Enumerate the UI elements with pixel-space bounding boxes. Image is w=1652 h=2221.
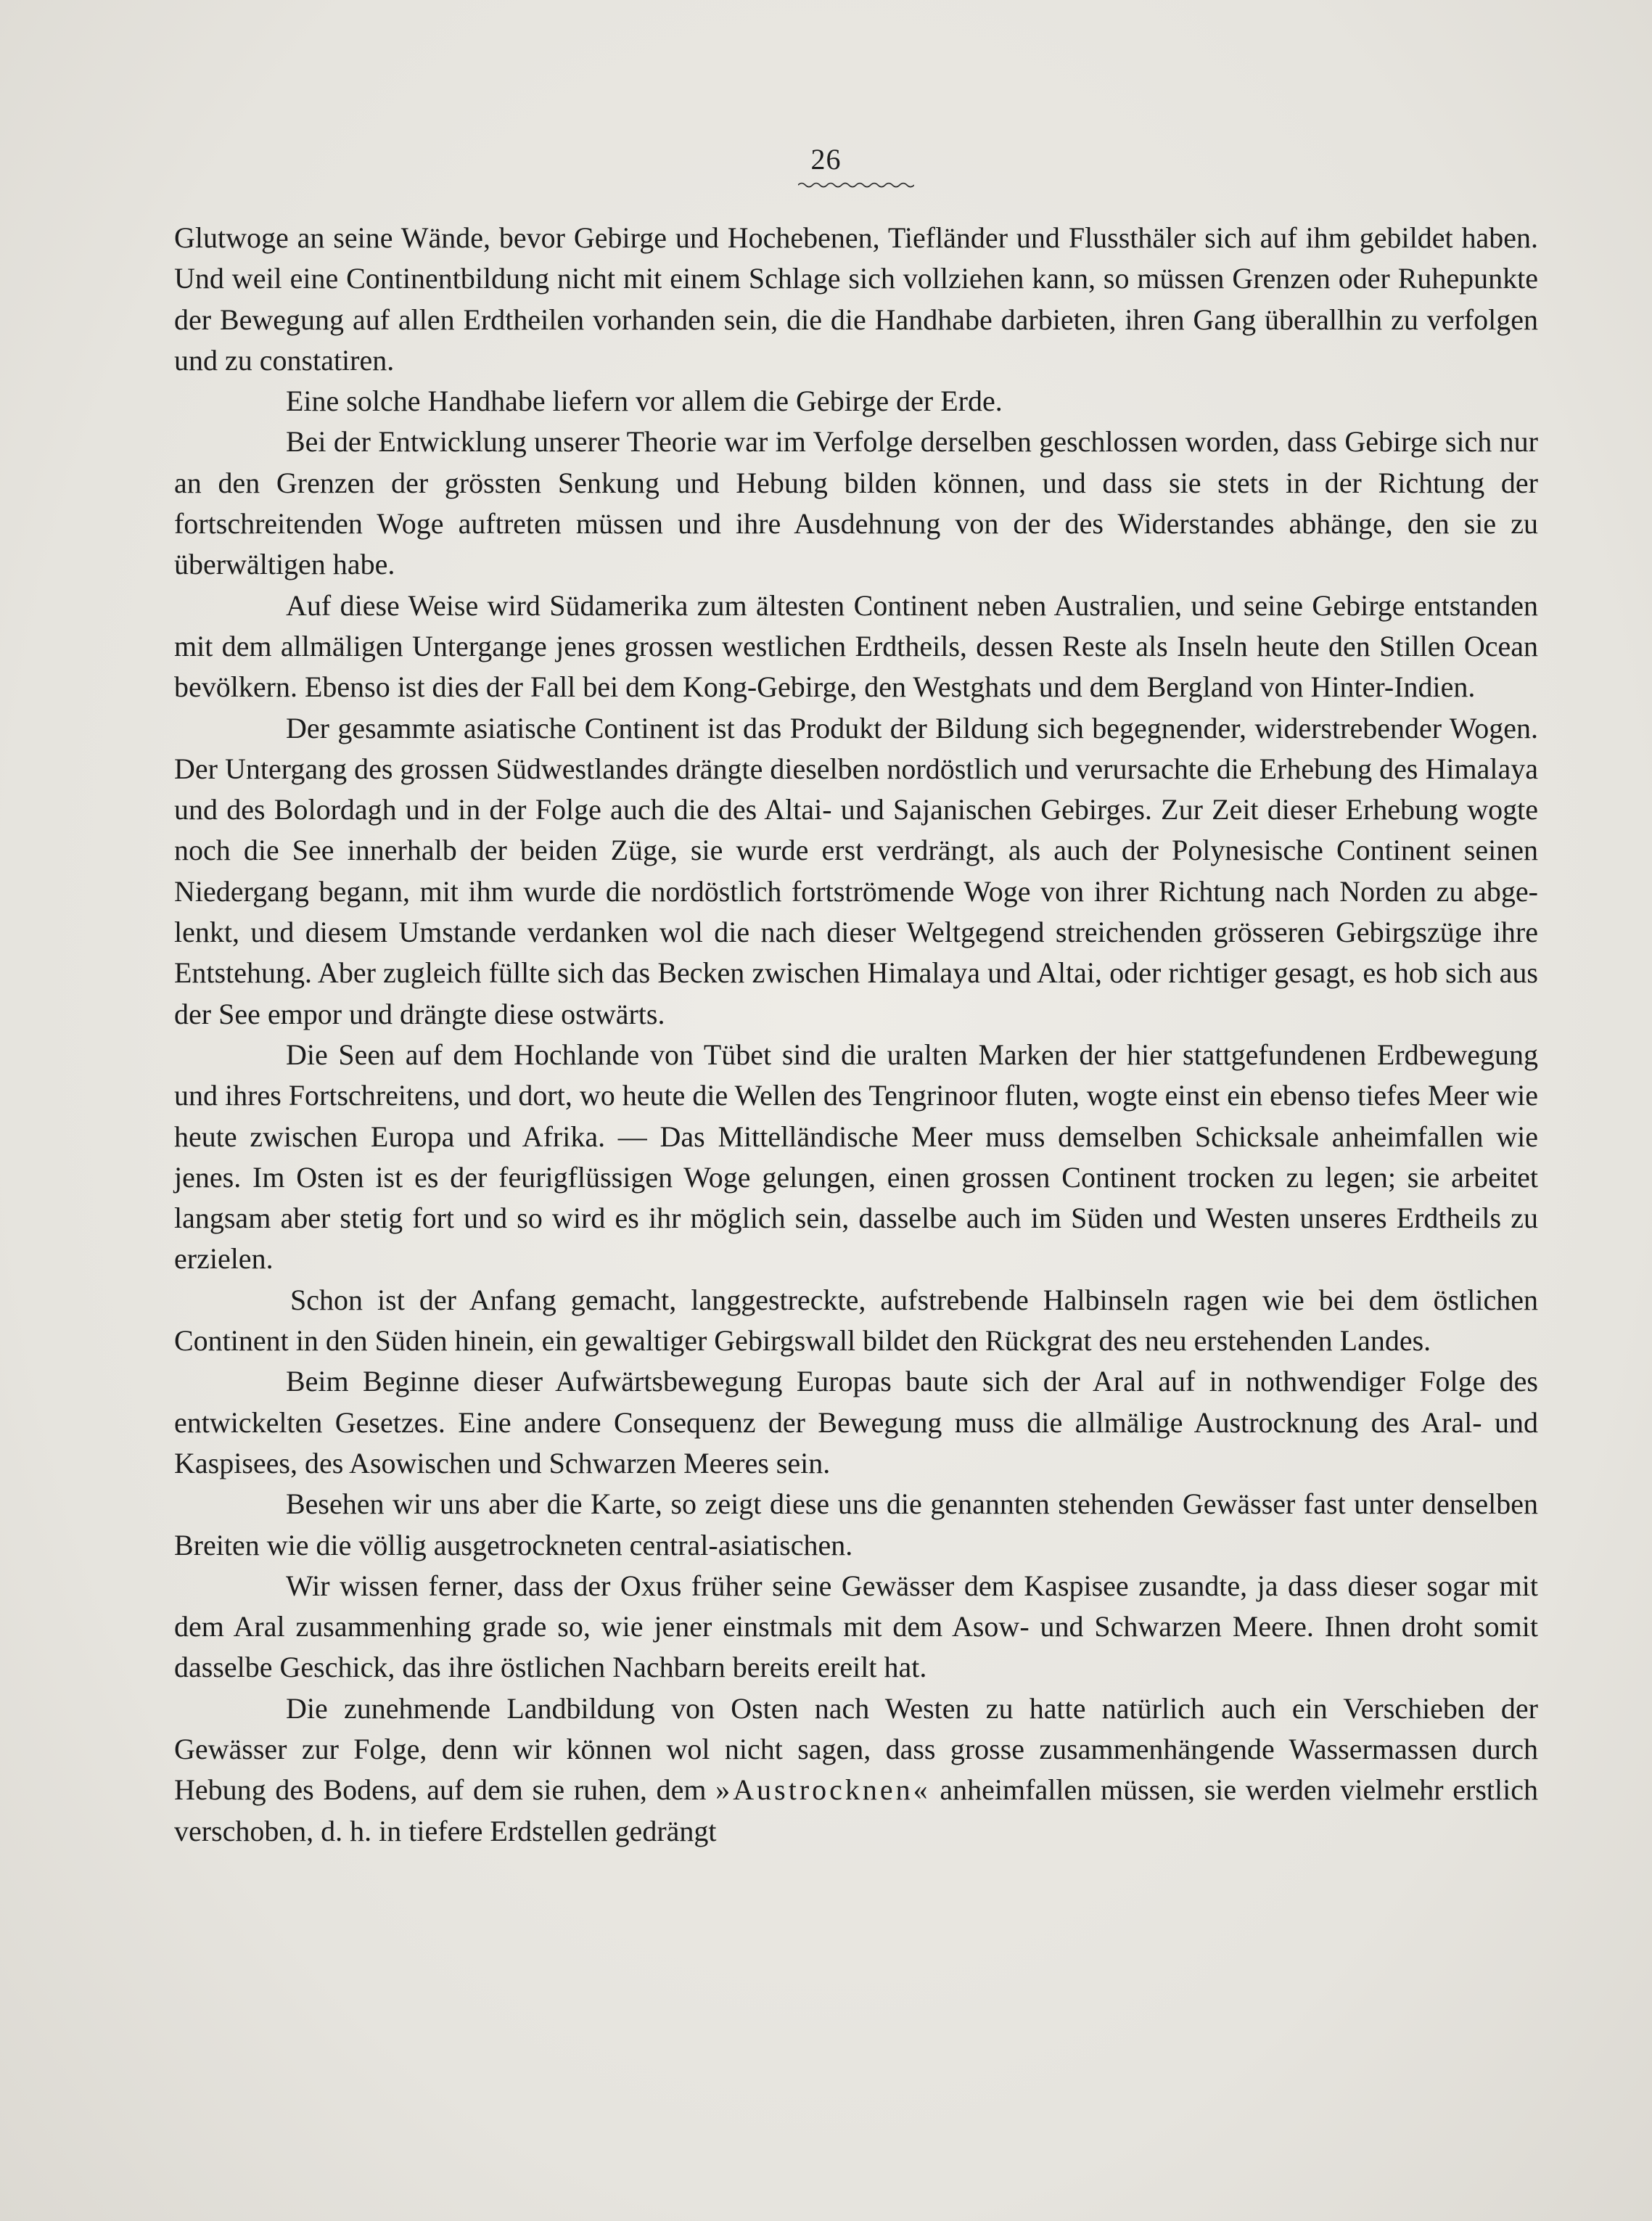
paragraph: Bei der Entwicklung unserer Theorie war im Verfolge derselben geschlossen worden, dass Gebirge sich nur an den Grenzen der grössten Senkung und Hebung bilden können, und dass sie stets in der Richtung der fortschreitenden Woge auftreten müssen und ihre Ausdehnung von der des Widerstandes abhänge, den sie zu überwältigen habe. xyxy=(174,425,1538,581)
paragraph-last xyxy=(174,1688,1538,1852)
page-number-ornament xyxy=(798,181,914,189)
paragraph-last-text: Die zunehmende Landbildung von Osten nach Westen zu hatte natürlich auch ein Verschieben der Gewässer zur Folge, denn wir können wol nicht sagen, dass grosse zusammenhängende Wassermassen durch Hebung des Bodens, auf dem sie ruhen, dem xyxy=(174,1691,1538,1807)
paragraph: Auf diese Weise wird Südamerika zum ältesten Continent neben Australien, und seine Gebirge entstanden mit dem allmäligen Untergange jenes grossen westlichen Erdtheils, dessen Reste als Inseln heute den Stillen Ocean bevölkern. Ebenso ist dies der Fall bei dem Kong-Gebirge, den Westghats und dem Bergland von Hinter-Indien. xyxy=(174,588,1538,704)
paragraph: Eine solche Handhabe liefern vor allem die Gebirge der Erde. xyxy=(286,385,1003,418)
paragraph: Besehen wir uns aber die Karte, so zeigt diese uns die genannten stehenden Gewässer fast unter denselben Breiten wie die völlig ausgetrockneten central-asiatischen. xyxy=(174,1487,1538,1561)
body-text xyxy=(174,218,1538,1852)
paragraph: Beim Beginne dieser Aufwärtsbewegung Europas baute sich der Aral auf in nothwendiger Folge des entwickelten Gesetzes. Eine andere Consequenz der Bewegung muss die allmälige Austrocknung des Aral- und Kaspisees, des Asowischen und Schwarzen Meeres sein. xyxy=(174,1365,1538,1479)
page-number: 26 xyxy=(810,143,842,176)
emphasized-word: »Austrocknen« xyxy=(715,1773,931,1807)
paragraph-last-tail: anheimfallen müssen, sie werden vielmehr erstlich verschoben, d. h. in tiefere Erdstellen gedrängt xyxy=(174,1773,1538,1847)
paragraph: Der gesammte asiatische Continent ist das Produkt der Bildung sich begegnender, widerstrebender Wogen. Der Untergang des grossen Südwestlandes drängte dieselben nordöstlich und verursachte die Erhebung des Himalaya und des Bolordagh und in der Folge auch die des Altai- und Sajanischen Gebirges. Zur Zeit dieser Erhebung wogte noch die See innerhalb der beiden Züge, sie wurde erst verdrängt, als auch der Polynesische Continent seinen Niedergang begann, mit ihm wurde die nordöstlich fortströmende Woge von ihrer Richtung nach Norden zu abgelenkt, und diesem Umstande verdanken wol die nach dieser Weltgegend streichenden grösseren Gebirgszüge ihre Entstehung. Aber zugleich füllte sich das Becken zwischen Himalaya und Altai, oder richtiger gesagt, es hob sich aus der See empor und drängte diese ostwärts. xyxy=(174,711,1538,1030)
paragraph: Die Seen auf dem Hochlande von Tübet sind die uralten Marken der hier stattgefundenen Erdbewegung und ihres Fortschreitens, und dort, wo heute die Wellen des Tengrinoor fluten, wogte einst ein ebenso tiefes Meer wie heute zwischen Europa und Afrika. — Das Mittelländische Meer muss demselben Schicksale anheimfallen wie jenes. Im Osten ist es der feurigflüssigen Woge gelungen, einen grossen Continent trocken zu legen; sie arbeitet langsam aber stetig fort und so wird es ihr möglich sein, dasselbe auch im Süden und Westen unseres Erdtheils zu erzielen. xyxy=(174,1038,1538,1276)
paragraph: Wir wissen ferner, dass der Oxus früher seine Gewässer dem Kaspisee zusandte, ja dass dieser sogar mit dem Aral zusammenhing grade so, wie jener einstmals mit dem Asow- und Schwarzen Meere. Ihnen droht somit dasselbe Geschick, das ihre östlichen Nachbarn bereits ereilt hat. xyxy=(174,1569,1538,1684)
paragraph: Glutwoge an seine Wände, bevor Gebirge und Hochebenen, Tiefländer und Flussthäler sich auf ihm gebildet haben. Und weil eine Continentbildung nicht mit einem Schlage sich vollziehen kann, so müssen Grenzen oder Ruhepunkte der Bewegung auf allen Erdtheilen vorhanden sein, die die Handhabe darbieten, ihren Gang überallhin zu verfolgen und zu constatiren. xyxy=(174,221,1538,377)
paragraph: Schon ist der Anfang gemacht, langgestreckte, aufstrebende Halbinseln ragen wie bei dem östlichen Continent in den Süden hinein, ein gewaltiger Gebirgswall bildet den Rückgrat des neu erstehenden Landes. xyxy=(174,1283,1538,1358)
